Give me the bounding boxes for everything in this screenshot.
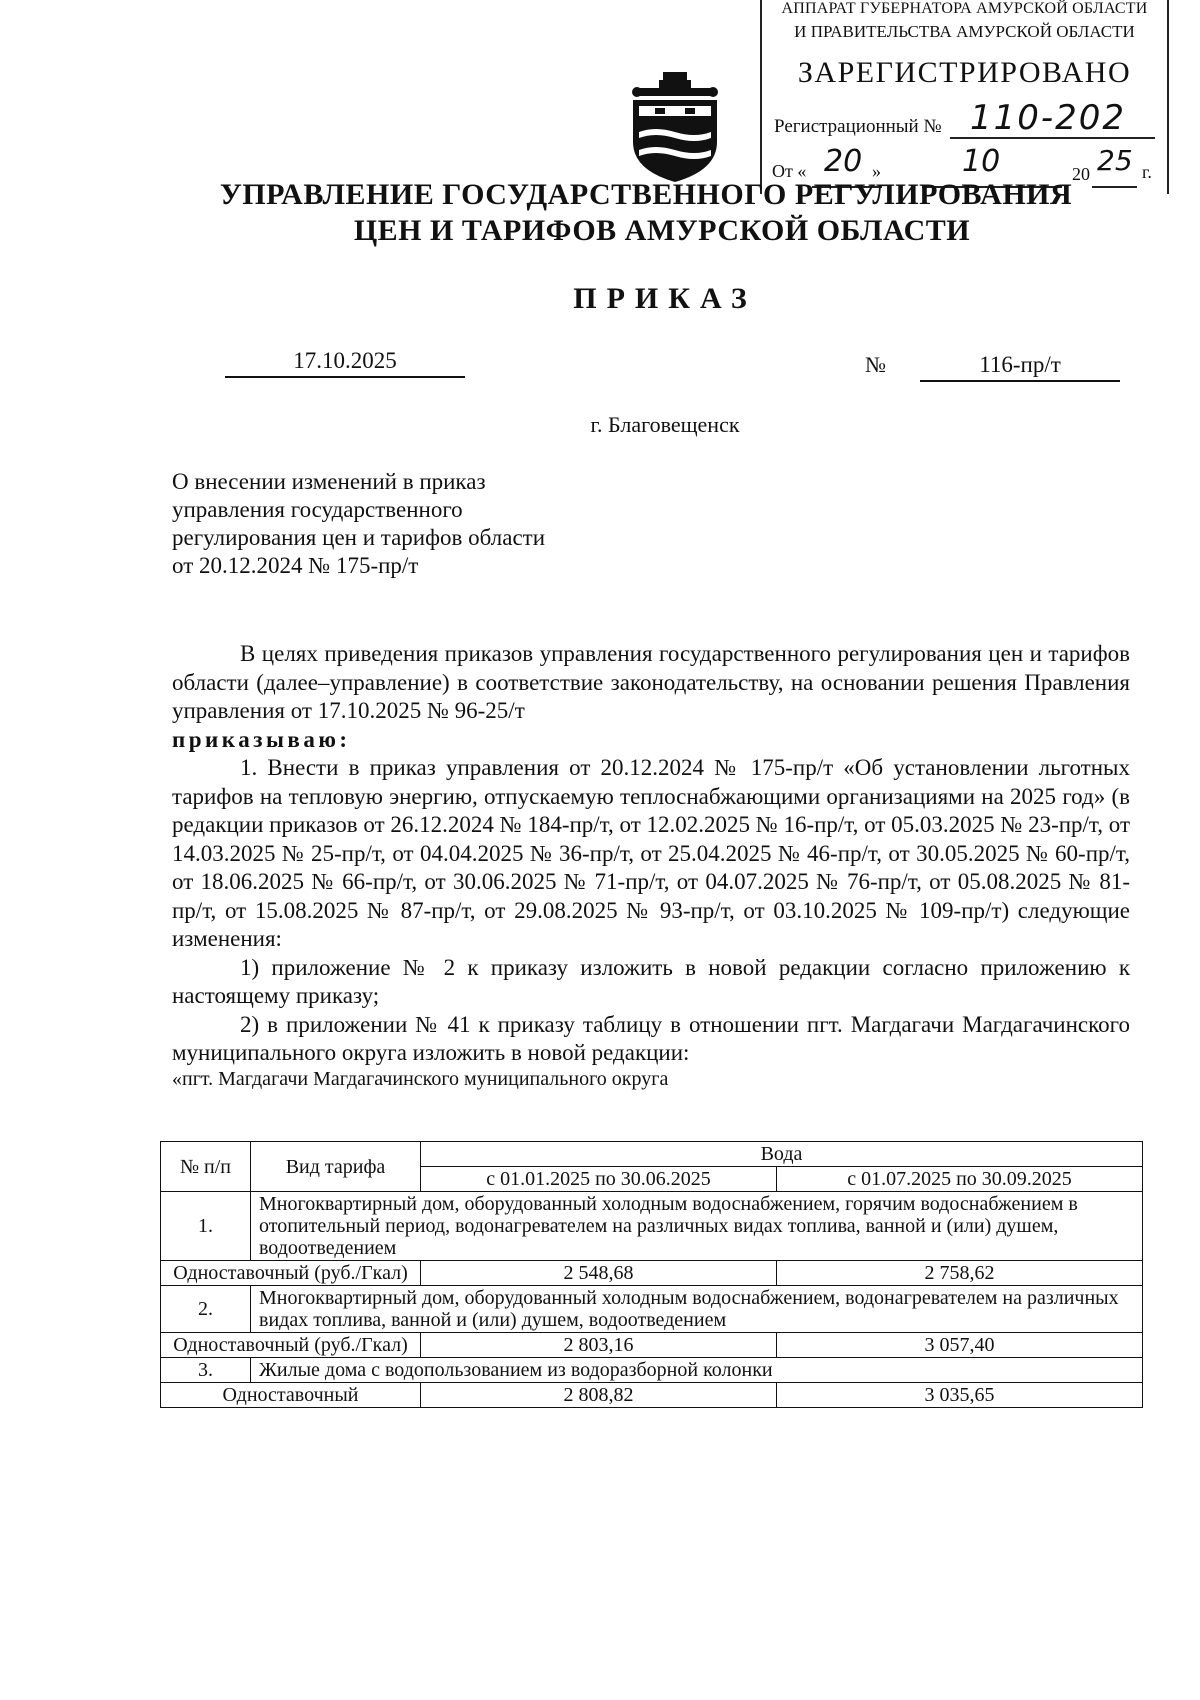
- header-col-group: Вода: [421, 1142, 1143, 1167]
- stamp-status: ЗАРЕГИСТРИРОВАНО: [797, 56, 1132, 89]
- row-value-period-2: 2 758,62: [777, 1261, 1143, 1286]
- header-period-2: с 01.07.2025 по 30.09.2025: [777, 1167, 1143, 1192]
- subject-line-2: управления государственного: [172, 497, 463, 522]
- item-1-paragraph: 1. Внести в приказ управления от 20.12.2024 № 175-пр/т «Об установлении льготных тарифов на тепловую энергию, отпускаемую теплоснабжающими организациями на 2025 год» (в редакции приказов от 26.12.2024 № 184-пр/т, от 12.02.2025 № 16-пр/т, от 05.03.2025 № 23-пр/т, от 14.03.2025 № 25-пр/т, от 04.04.2025 № 36-пр/т, от 25.04.2025 № 46-пр/т, от 30.05.2025 № 60-пр/т, от 18.06.2025 № 66-пр/т, от 30.06.2025 № 71-пр/т, от 04.07.2025 № 76-пр/т, от 05.08.2025 № 81-пр/т, от 15.08.2025 № 87-пр/т, от 29.08.2025 № 93-пр/т, от 03.10.2025 № 109-пр/т) следующие изменения:: [172, 755, 1130, 951]
- subject-line-1: О внесении изменений в приказ: [172, 469, 486, 494]
- row-description: Жилые дома с водопользованием из водоразборной колонки: [251, 1358, 1143, 1383]
- stamp-reg-label: Регистрационный №: [774, 116, 942, 137]
- table-caption: «пгт. Магдагачи Магдагачинского муниципального округа: [172, 1067, 669, 1090]
- row-value-period-1: 2 803,16: [421, 1333, 777, 1358]
- stamp-line-1: АППАРАТ ГУБЕРНАТОРА АМУРСКОЙ ОБЛАСТИ: [781, 0, 1148, 17]
- document-body: [172, 640, 1130, 1090]
- row-value-period-2: 3 035,65: [777, 1383, 1143, 1408]
- table-row: [161, 1261, 1143, 1286]
- stamp-quote-close: »: [872, 161, 881, 181]
- document-subject: [172, 468, 545, 580]
- row-tariff-type: Одноставочный (руб./Гкал): [161, 1261, 421, 1286]
- subject-line-4: от 20.12.2024 № 175-пр/т: [172, 553, 419, 578]
- subitem-2-paragraph: 2) в приложении № 41 к приказу таблицу в отношении пгт. Магдагачи Магдагачинского муниципального округа изложить в новой редакции:: [172, 1011, 1130, 1065]
- stamp-reg-number: 110-202: [970, 98, 1127, 138]
- subitem-1-paragraph: 1) приложение № 2 к приказу изложить в новой редакции согласно приложению к настоящему приказу;: [172, 954, 1130, 1008]
- row-tariff-type: Одноставочный: [161, 1383, 421, 1408]
- stamp-day: 20: [824, 144, 863, 179]
- table-row: [161, 1333, 1143, 1358]
- document-date: 17.10.2025: [225, 348, 465, 378]
- table-row: [161, 1358, 1143, 1383]
- row-value-period-1: 2 548,68: [421, 1261, 777, 1286]
- table-row: [161, 1286, 1143, 1333]
- document-number: 116-пр/т: [920, 352, 1120, 382]
- document-type: ПРИКАЗ: [573, 282, 757, 315]
- row-tariff-type: Одноставочный (руб./Гкал): [161, 1333, 421, 1358]
- stamp-year-label: г.: [1142, 162, 1152, 182]
- table-row: [161, 1192, 1143, 1261]
- stamp-year-prefix: 20: [1072, 164, 1090, 184]
- row-value-period-2: 3 057,40: [777, 1333, 1143, 1358]
- stamp-from-label: От «: [772, 161, 807, 181]
- amur-oblast-coat-of-arms-icon: [625, 72, 725, 184]
- header-period-1: с 01.01.2025 по 30.06.2025: [421, 1167, 777, 1192]
- row-value-period-1: 2 808,82: [421, 1383, 777, 1408]
- registration-stamp: [760, 0, 1169, 194]
- tariff-table: [160, 1141, 1143, 1408]
- orders-heading: приказываю:: [172, 726, 351, 752]
- row-number: 3.: [161, 1358, 251, 1383]
- stamp-line-2: И ПРАВИТЕЛЬСТВА АМУРСКОЙ ОБЛАСТИ: [794, 22, 1135, 41]
- subject-line-3: регулирования цен и тарифов области: [172, 525, 546, 550]
- table-row: [161, 1383, 1143, 1408]
- row-number: 2.: [161, 1286, 251, 1333]
- header-col-num: № п/п: [161, 1142, 251, 1192]
- stamp-year-suffix: 25: [1097, 144, 1133, 177]
- document-city: г. Благовещенск: [590, 412, 740, 437]
- preamble-paragraph: В целях приведения приказов управления государственного регулирования цен и тарифов области (далее–управление) в соответствие законодательству, на основании решения Правления управления от 17.10.2025 № 96-25/т: [172, 641, 1130, 723]
- row-description: Многоквартирный дом, оборудованный холодным водоснабжением, горячим водоснабжением в отопительный период, водонагревателем на различных видах топлива, ванной и (или) душем, водоотведением: [251, 1192, 1143, 1261]
- header-col-type: Вид тарифа: [251, 1142, 421, 1192]
- row-description: Многоквартирный дом, оборудованный холодным водоснабжением, водонагревателем на различных видах топлива, ванной и (или) душем, водоотведением: [251, 1286, 1143, 1333]
- org-name-line-2: ЦЕН И ТАРИФОВ АМУРСКОЙ ОБЛАСТИ: [353, 214, 971, 247]
- org-name-line-1: УПРАВЛЕНИЕ ГОСУДАРСТВЕННОГО РЕГУЛИРОВАНИЯ: [219, 178, 1073, 211]
- row-number: 1.: [161, 1192, 251, 1261]
- number-label: №: [865, 352, 886, 377]
- stamp-month: 10: [962, 144, 1001, 179]
